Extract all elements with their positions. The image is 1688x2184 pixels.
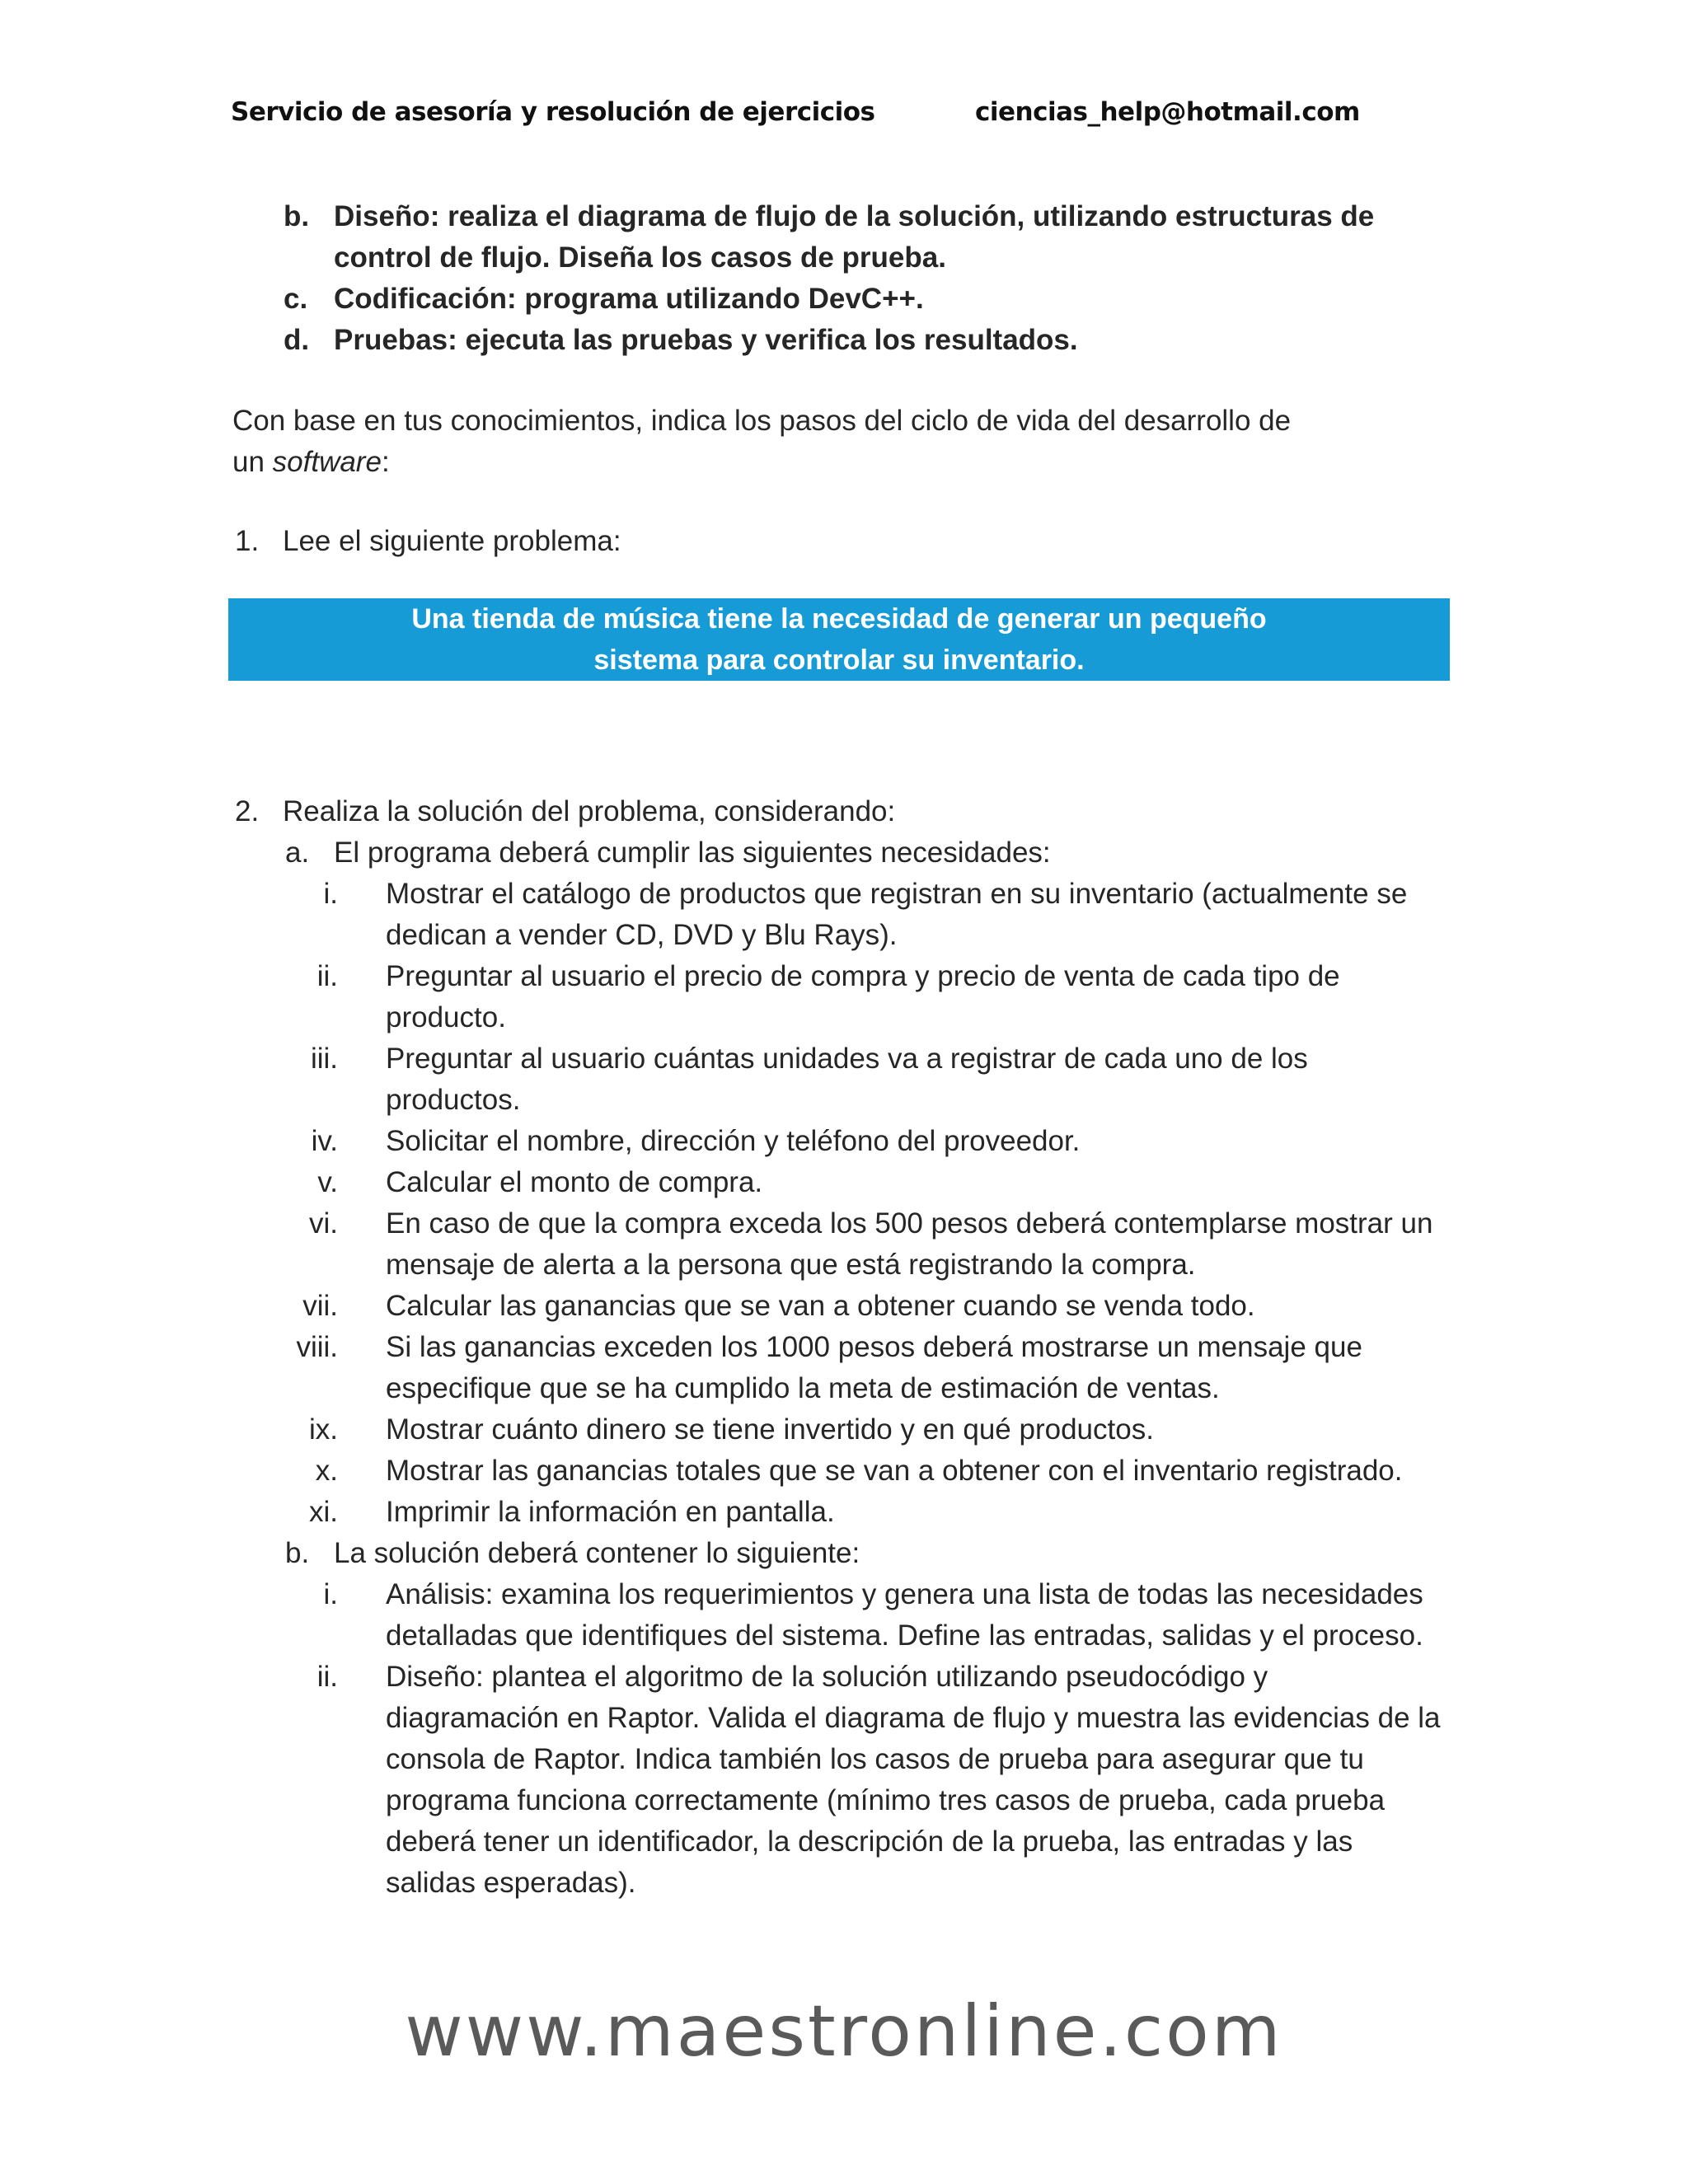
intro-line-1: Con base en tus conocimientos, indica los pasos del ciclo de vida del desarrollo de bbox=[232, 405, 1292, 437]
need-label: i. bbox=[323, 878, 338, 910]
need-label: x. bbox=[315, 1455, 338, 1487]
item2-text: Realiza la solución del problema, considerando: bbox=[283, 795, 896, 827]
need-label: iii. bbox=[310, 1043, 338, 1075]
need-text: Calcular las ganancias que se van a obtener cuando se venda todo. bbox=[386, 1290, 1255, 1322]
solution-text: programa funciona correctamente (mínimo tres casos de prueba, cada prueba bbox=[386, 1784, 1386, 1816]
item1-label: 1. bbox=[235, 525, 260, 557]
header-email: ciencias_help@hotmail.com bbox=[975, 97, 1360, 127]
step-label: d. bbox=[284, 324, 310, 356]
need-text: Solicitar el nombre, dirección y teléfono del proveedor. bbox=[386, 1125, 1081, 1157]
solution-text: Análisis: examina los requerimientos y genera una lista de todas las necesidades bbox=[386, 1578, 1423, 1610]
need-text: Mostrar las ganancias totales que se van a obtener con el inventario registrado. bbox=[386, 1455, 1403, 1487]
solution-text: consola de Raptor. Indica también los casos de prueba para asegurar que tu bbox=[386, 1743, 1364, 1775]
solution-label: ii. bbox=[316, 1661, 338, 1693]
step-label: c. bbox=[284, 283, 308, 315]
banner-line-1: Una tienda de música tiene la necesidad de generar un pequeño bbox=[411, 603, 1267, 635]
sub-b-label: b. bbox=[285, 1537, 310, 1569]
item2-label: 2. bbox=[235, 795, 260, 827]
need-text: Calcular el monto de compra. bbox=[386, 1166, 763, 1198]
need-text: Preguntar al usuario cuántas unidades va a registrar de cada uno de los bbox=[386, 1043, 1308, 1075]
need-text: Si las ganancias exceden los 1000 pesos deberá mostrarse un mensaje que bbox=[386, 1331, 1362, 1363]
need-label: v. bbox=[317, 1166, 338, 1198]
header-title: Servicio de asesoría y resolución de ejercicios bbox=[231, 97, 875, 127]
need-label: xi. bbox=[309, 1496, 338, 1528]
step-label: b. bbox=[284, 200, 310, 232]
need-text: productos. bbox=[386, 1084, 521, 1116]
need-label: ix. bbox=[309, 1413, 338, 1446]
intro-italic-software: software bbox=[272, 446, 382, 478]
step-text: control de flujo. Diseña los casos de prueba. bbox=[334, 241, 946, 274]
need-label: viii. bbox=[296, 1331, 338, 1363]
need-text: especifique que se ha cumplido la meta de estimación de ventas. bbox=[386, 1372, 1220, 1404]
need-text: Preguntar al usuario el precio de compra y precio de venta de cada tipo de bbox=[386, 960, 1340, 992]
step-text: Diseño: realiza el diagrama de flujo de la solución, utilizando estructuras de bbox=[334, 200, 1375, 232]
intro-prefix: un bbox=[232, 446, 273, 478]
intro-line-2 bbox=[232, 445, 390, 480]
need-text: Imprimir la información en pantalla. bbox=[386, 1496, 835, 1528]
need-text: dedican a vender CD, DVD y Blu Rays). bbox=[386, 919, 898, 951]
need-label: vii. bbox=[302, 1290, 338, 1322]
problem-banner bbox=[228, 598, 1450, 681]
item1-text: Lee el siguiente problema: bbox=[283, 525, 621, 557]
sub-a-text: El programa deberá cumplir las siguientes necesidades: bbox=[334, 837, 1051, 869]
step-text: Codificación: programa utilizando DevC++. bbox=[334, 283, 924, 315]
sub-a-label: a. bbox=[285, 837, 310, 869]
sub-b-text: La solución deberá contener lo siguiente: bbox=[334, 1537, 860, 1569]
solution-text: deberá tener un identificador, la descripción de la prueba, las entradas y las bbox=[386, 1825, 1353, 1858]
need-text: Mostrar cuánto dinero se tiene invertido y en qué productos. bbox=[386, 1413, 1154, 1446]
step-text: Pruebas: ejecuta las pruebas y verifica los resultados. bbox=[334, 324, 1078, 356]
need-text: Mostrar el catálogo de productos que registran en su inventario (actualmente se bbox=[386, 878, 1408, 910]
footer-website: www.maestronline.com bbox=[405, 1990, 1283, 2073]
need-label: ii. bbox=[316, 960, 338, 992]
intro-suffix: : bbox=[381, 446, 390, 478]
banner-line-2: sistema para controlar su inventario. bbox=[593, 644, 1085, 676]
solution-text: detalladas que identifiques del sistema. Define las entradas, salidas y el proceso. bbox=[386, 1619, 1423, 1652]
need-text: producto. bbox=[386, 1001, 506, 1033]
need-text: En caso de que la compra exceda los 500 pesos deberá contemplarse mostrar un bbox=[386, 1207, 1433, 1240]
solution-text: salidas esperadas). bbox=[386, 1867, 636, 1899]
solution-label: i. bbox=[323, 1578, 338, 1610]
need-text: mensaje de alerta a la persona que está registrando la compra. bbox=[386, 1249, 1196, 1281]
need-label: vi. bbox=[309, 1207, 338, 1240]
solution-text: diagramación en Raptor. Valida el diagrama de flujo y muestra las evidencias de la bbox=[386, 1702, 1441, 1734]
need-label: iv. bbox=[311, 1125, 338, 1157]
solution-text: Diseño: plantea el algoritmo de la solución utilizando pseudocódigo y bbox=[386, 1661, 1268, 1693]
